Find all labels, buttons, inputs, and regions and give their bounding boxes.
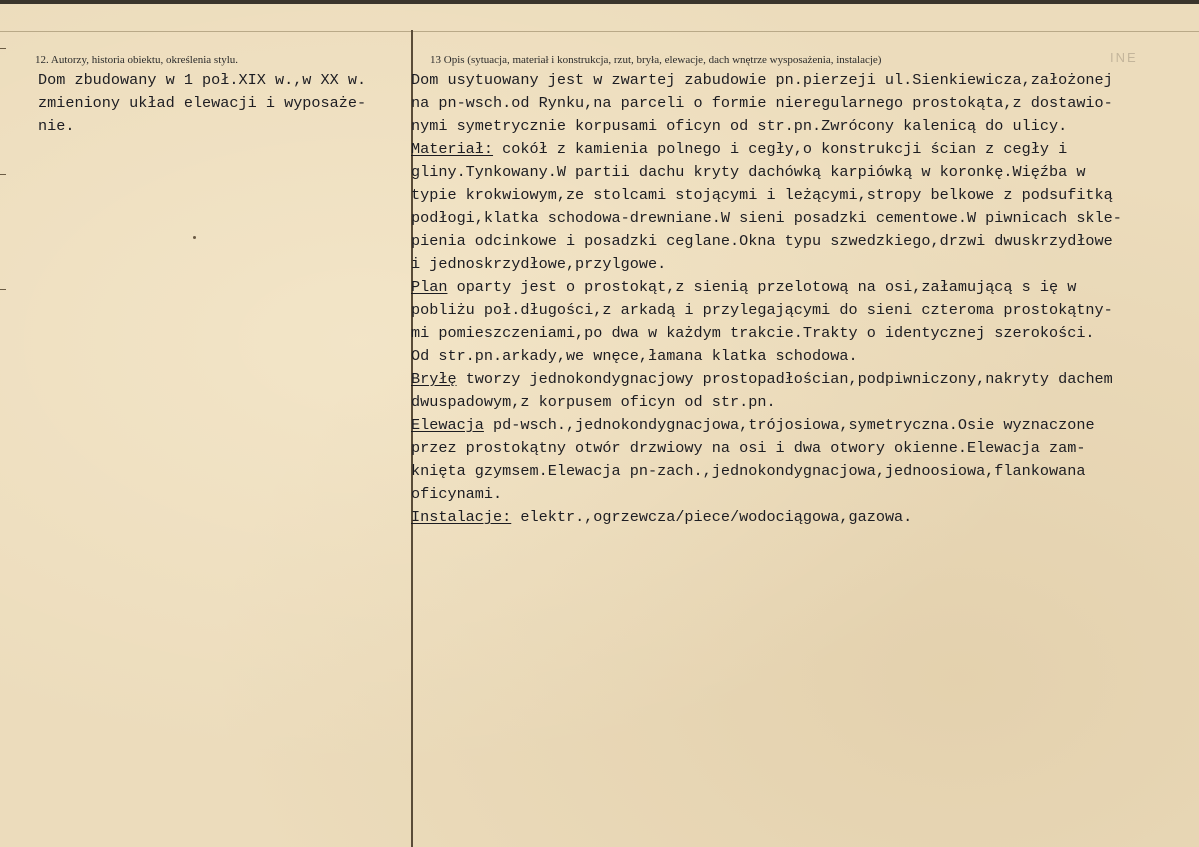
underlined-keyword: Plan xyxy=(411,278,448,296)
section-12-header: 12. Autorzy, historia obiektu, określenia stylu. xyxy=(35,54,239,66)
line-text: Dom usytuowany jest w zwartej zabudowie pn.pierzeji ul.Sienkiewicza,założonej xyxy=(411,71,1113,89)
line-text: oficynami. xyxy=(411,485,503,503)
section-13-line xyxy=(411,69,1122,92)
line-text: gliny.Tynkowany.W partii dachu kryty dachówką karpiówką w koronkę.Więźba w xyxy=(411,163,1086,181)
line-text: elektr.,ogrzewcza/piece/wodociągowa,gazowa. xyxy=(511,508,913,526)
section-13-line xyxy=(411,299,1122,322)
section-13-line xyxy=(411,414,1122,437)
document-sheet xyxy=(0,4,1199,847)
line-text: i jednoskrzydłowe,przylgowe. xyxy=(411,255,667,273)
section-13-line xyxy=(411,345,1122,368)
section-13-line xyxy=(411,92,1122,115)
section-13-line xyxy=(411,138,1122,161)
faded-stamp: INE xyxy=(1110,50,1138,65)
line-text: tworzy jednokondygnacjowy prostopadłościan,podpiwniczony,nakryty dachem xyxy=(456,370,1113,388)
underlined-keyword: Materiał: xyxy=(411,140,494,158)
edge-mark xyxy=(0,174,6,175)
section-13-line xyxy=(411,437,1122,460)
line-text: nymi symetrycznie korpusami oficyn od str.pn.Zwrócony kalenicą do ulicy. xyxy=(411,117,1068,135)
line-text: przez prostokątny otwór drzwiowy na osi i dwa otwory okienne.Elewacja zam- xyxy=(411,439,1086,457)
section-13-line xyxy=(411,161,1122,184)
section-13-header: 13 Opis (sytuacja, materiał i konstrukcja, rzut, bryła, elewacje, dach wnętrze wysposażenia, instalacje) xyxy=(430,54,882,66)
section-13-line xyxy=(411,506,1122,529)
section-13-line xyxy=(411,253,1122,276)
section-13-line xyxy=(411,391,1122,414)
section-13-line xyxy=(411,322,1122,345)
line-text: typie krokwiowym,ze stolcami stojącymi i leżącymi,stropy belkowe z podsufitką xyxy=(411,186,1113,204)
section-13-line xyxy=(411,460,1122,483)
section-13-line xyxy=(411,276,1122,299)
section-13-line xyxy=(411,368,1122,391)
section-12-text xyxy=(38,69,366,138)
underlined-keyword: Bryłę xyxy=(411,370,457,388)
line-text: pienia odcinkowe i posadzki ceglane.Okna typu szwedzkiego,drzwi dwuskrzydłowe xyxy=(411,232,1113,250)
line-text: podłogi,klatka schodowa-drewniane.W sieni posadzki cementowe.W piwnicach skle- xyxy=(411,209,1122,227)
line-text: cokół z kamienia polnego i cegły,o konstrukcji ścian z cegły i xyxy=(493,140,1068,158)
line-text: pd-wsch.,jednokondygnacjowa,trójosiowa,symetryczna.Osie wyznaczone xyxy=(483,416,1095,434)
underlined-keyword: Elewacja xyxy=(411,416,484,434)
section-13-line xyxy=(411,184,1122,207)
line-text: dwuspadowym,z korpusem oficyn od str.pn. xyxy=(411,393,776,411)
edge-mark xyxy=(0,48,6,49)
section-12-line: zmieniony układ elewacji i wyposaże- xyxy=(38,94,367,112)
line-text: pobliżu poł.długości,z arkadą i przylegającymi do sieni czteroma prostokątny- xyxy=(411,301,1113,319)
section-13-text xyxy=(411,69,1122,529)
section-13-line xyxy=(411,483,1122,506)
section-12-line: nie. xyxy=(38,117,75,135)
line-text: na pn-wsch.od Rynku,na parceli o formie nieregularnego prostokąta,z dostawio- xyxy=(411,94,1113,112)
section-12-line: Dom zbudowany w 1 poł.XIX w.,w XX w. xyxy=(38,71,367,89)
line-text: mi pomieszczeniami,po dwa w każdym trakcie.Trakty o identycznej szerokości. xyxy=(411,324,1095,342)
line-text: knięta gzymsem.Elewacja pn-zach.,jednokondygnacjowa,jednoosiowa,flankowana xyxy=(411,462,1086,480)
edge-mark xyxy=(0,289,6,290)
line-text: Od str.pn.arkady,we wnęce,łamana klatka schodowa. xyxy=(411,347,858,365)
section-13-line xyxy=(411,230,1122,253)
underlined-keyword: Instalacje: xyxy=(411,508,512,526)
line-text: oparty jest o prostokąt,z sienią przelotową na osi,załamującą s ię w xyxy=(447,278,1077,296)
top-rule xyxy=(0,31,1199,32)
section-13-line xyxy=(411,207,1122,230)
section-13-line xyxy=(411,115,1122,138)
paper-speck xyxy=(193,236,196,239)
